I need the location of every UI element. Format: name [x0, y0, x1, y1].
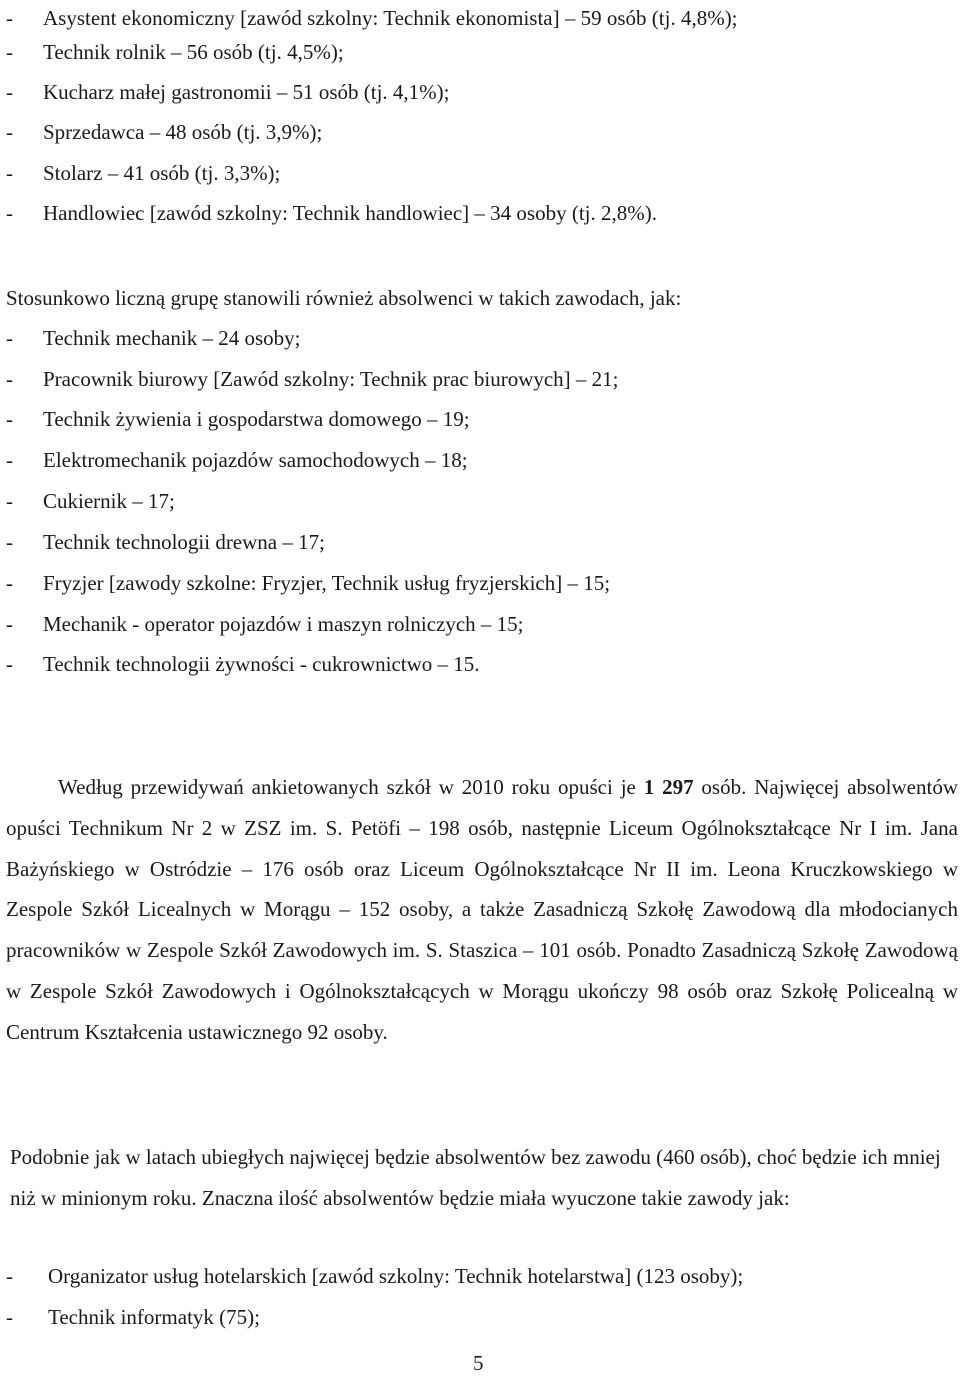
list-item-text: Cukiernik – 17; [43, 489, 175, 513]
list-item-text: Elektromechanik pojazdów samochodowych – 18; [43, 448, 468, 472]
list-item-text: Asystent ekonomiczny [zawód szkolny: Technik ekonomista] – 59 osób (tj. 4,8%); [43, 6, 738, 30]
list-item-text: Sprzedawca – 48 osób (tj. 3,9%); [43, 120, 323, 144]
list-item-text: Kucharz małej gastronomii – 51 osób (tj. 4,1%); [43, 80, 450, 104]
list-item-text: Mechanik - operator pojazdów i maszyn rolniczych – 15; [43, 612, 524, 636]
list-dash: - [6, 571, 13, 595]
list-dash: - [6, 489, 13, 513]
list-item-text: Handlowiec [zawód szkolny: Technik handlowiec] – 34 osoby (tj. 2,8%). [43, 201, 657, 225]
list-item-text: Technik mechanik – 24 osoby; [43, 326, 301, 350]
list-item [6, 568, 954, 598]
list-item [6, 445, 954, 475]
list-dash: - [6, 448, 13, 472]
list-item-text: Technik informatyk (75); [48, 1305, 260, 1329]
list-dash: - [6, 120, 13, 144]
list-item [6, 117, 954, 147]
list-dash: - [6, 612, 13, 636]
list-dash: - [6, 530, 13, 554]
list-item-text: Technik technologii żywności - cukrownictwo – 15. [43, 652, 480, 676]
list-dash: - [6, 1305, 13, 1329]
list-dash: - [6, 40, 13, 64]
forecast-text-rest: osób. Najwięcej absolwentów opuści Technikum Nr 2 w ZSZ im. S. Petöfi – 198 osób, następnie Liceum Ogólnokształcące Nr I im. Jana Bażyńskiego w Ostródzie – 176 osób oraz Liceum Ogólnokształcące Nr II im. Leona Kruczkowskiego w Zespole Szkół Licealnych w Morągu – 152 osoby, a także Zasadniczą Szkołę Zawodową dla młodocianych pracowników w Zespole Szkół Zawodowych im. S. Staszica – 101 osób. Ponadto Zasadniczą Szkołę Zawodową w Zespole Szkół Zawodowych i Ogólnokształcących w Morągu ukończy 98 osób oraz Szkołę Policealną w Centrum Kształcenia ustawicznego 92 osoby. [6, 775, 958, 1044]
list-item [6, 1261, 954, 1291]
list-item [6, 404, 954, 434]
list-item [6, 77, 954, 107]
list-dash: - [6, 1264, 13, 1288]
list-item [6, 527, 954, 557]
list-item [6, 1302, 954, 1332]
forecast-paragraph [6, 767, 958, 1053]
graduates-total: 1 297 [643, 775, 694, 799]
list-dash: - [6, 367, 13, 391]
list-item-text: Technik rolnik – 56 osób (tj. 4,5%); [43, 40, 344, 64]
list-item [6, 37, 954, 67]
list-dash: - [6, 407, 13, 431]
list-item-text: Technik żywienia i gospodarstwa domowego – 19; [43, 407, 470, 431]
list-item-text: Stolarz – 41 osób (tj. 3,3%); [43, 161, 281, 185]
list-item-text: Pracownik biurowy [Zawód szkolny: Technik prac biurowych] – 21; [43, 367, 619, 391]
list-dash: - [6, 6, 13, 30]
list-item-text: Fryzjer [zawody szkolne: Fryzjer, Technik usług fryzjerskich] – 15; [43, 571, 611, 595]
list-item-text: Technik technologii drewna – 17; [43, 530, 325, 554]
summary-paragraph: Podobnie jak w latach ubiegłych najwięcej będzie absolwentów bez zawodu (460 osób), choć będzie ich mniej niż w minionym roku. Znaczna ilość absolwentów będzie miała wyuczone takie zawody jak: [10, 1145, 941, 1210]
forecast-text-start: Według przewidywań ankietowanych szkół w 2010 roku opuści je [58, 775, 644, 799]
list-item [6, 198, 954, 228]
list-dash: - [6, 326, 13, 350]
list-dash: - [6, 80, 13, 104]
list-dash: - [6, 652, 13, 676]
list-item [6, 364, 954, 394]
list-dash: - [6, 201, 13, 225]
list-item [6, 3, 954, 33]
list-item [6, 158, 954, 188]
list-item-text: Organizator usług hotelarskich [zawód szkolny: Technik hotelarstwa] (123 osoby); [48, 1264, 744, 1288]
list-item [6, 486, 954, 516]
list-item [6, 649, 954, 679]
list-item [6, 609, 954, 639]
section-intro: Stosunkowo liczną grupę stanowili również absolwenci w takich zawodach, jak: [6, 286, 682, 310]
list-item [6, 323, 954, 353]
list-dash: - [6, 161, 13, 185]
page-number: 5 [473, 1351, 484, 1375]
